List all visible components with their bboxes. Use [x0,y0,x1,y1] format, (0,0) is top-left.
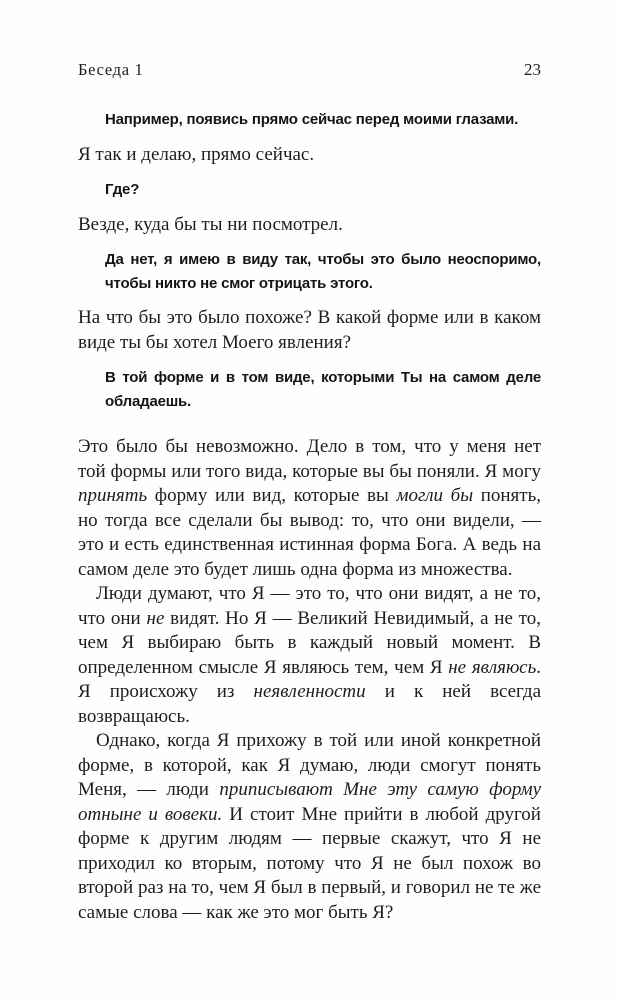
page-number: 23 [524,60,541,79]
page-header [78,60,541,80]
text-run: И стоит Мне прийти в любой другой форме к другим людям — первые скажут, что Я не приходил ко вторым, потому что Я не был похож во второй раз на то, чем Я был в первый, и говорил не те же самые слова — как же это мог быть Я? [78,803,541,923]
text-run: На что бы это было похоже? В какой форме или в каком виде ты бы хотел Моего явления? [78,307,541,353]
text-run: и к ней всегда возвращаюсь. [78,681,542,727]
text-paragraph [78,143,541,168]
text-paragraph [78,582,541,729]
italic-run: не являюсь [448,656,537,678]
italic-run: не [146,607,165,629]
text-run: понять, но тогда все сделали бы вывод: то, что они видели, — это и есть единственная истинная форма Бога. А ведь на самом деле это будет лишь одна форма из множества. [78,485,541,580]
text-run: В той форме и в том виде, которыми Ты на самом деле обладаешь. [105,369,541,410]
text-run: Однако, когда Я прихожу в той или иной конкретной форме, в которой, как Я думаю, люди смогут понять Меня, — люди [78,730,541,800]
italic-run: могли бы [396,485,474,506]
italic-run: приписывают Мне эту самую форму отныне и вовеки. [78,779,541,825]
text-run: Где? [105,181,140,198]
italic-run: неявленности [253,681,366,702]
text-run: Я так и делаю, прямо сейчас. [78,143,315,165]
text-run: видят. Но Я — Великий Невидимый, а не то, чем Я выбираю быть в каждый новый момент. В определенном смысле Я являюсь тем, чем Я [78,607,541,678]
chapter-title: Беседа 1 [78,60,144,79]
italic-run: принять [78,485,148,506]
text-run: Это было бы невозможно. Дело в том, что у меня нет той формы или того вида, которые вы бы поняли. Я могу [78,436,541,482]
text-paragraph [78,729,541,925]
text-paragraph [78,213,541,238]
text-run: форму или вид, которые вы [147,485,397,506]
text-run: Везде, куда бы ты ни посмотрел. [78,213,343,235]
page-body [78,108,541,925]
dialogue-paragraph [105,108,541,132]
text-paragraph [78,306,541,355]
text-run: Да нет, я имею в виду так, чтобы это было неоспоримо, чтобы никто не смог отрицать этого. [105,251,541,292]
dialogue-paragraph [105,366,541,413]
text-run: Например, появись прямо сейчас перед моими глазами. [105,111,519,128]
dialogue-paragraph [105,248,541,295]
dialogue-paragraph [105,178,541,202]
text-run: . Я происхожу из [78,656,541,702]
text-run: Люди думают, что Я — это то, что они видят, а не то, что они [78,583,541,629]
text-paragraph [78,435,541,582]
